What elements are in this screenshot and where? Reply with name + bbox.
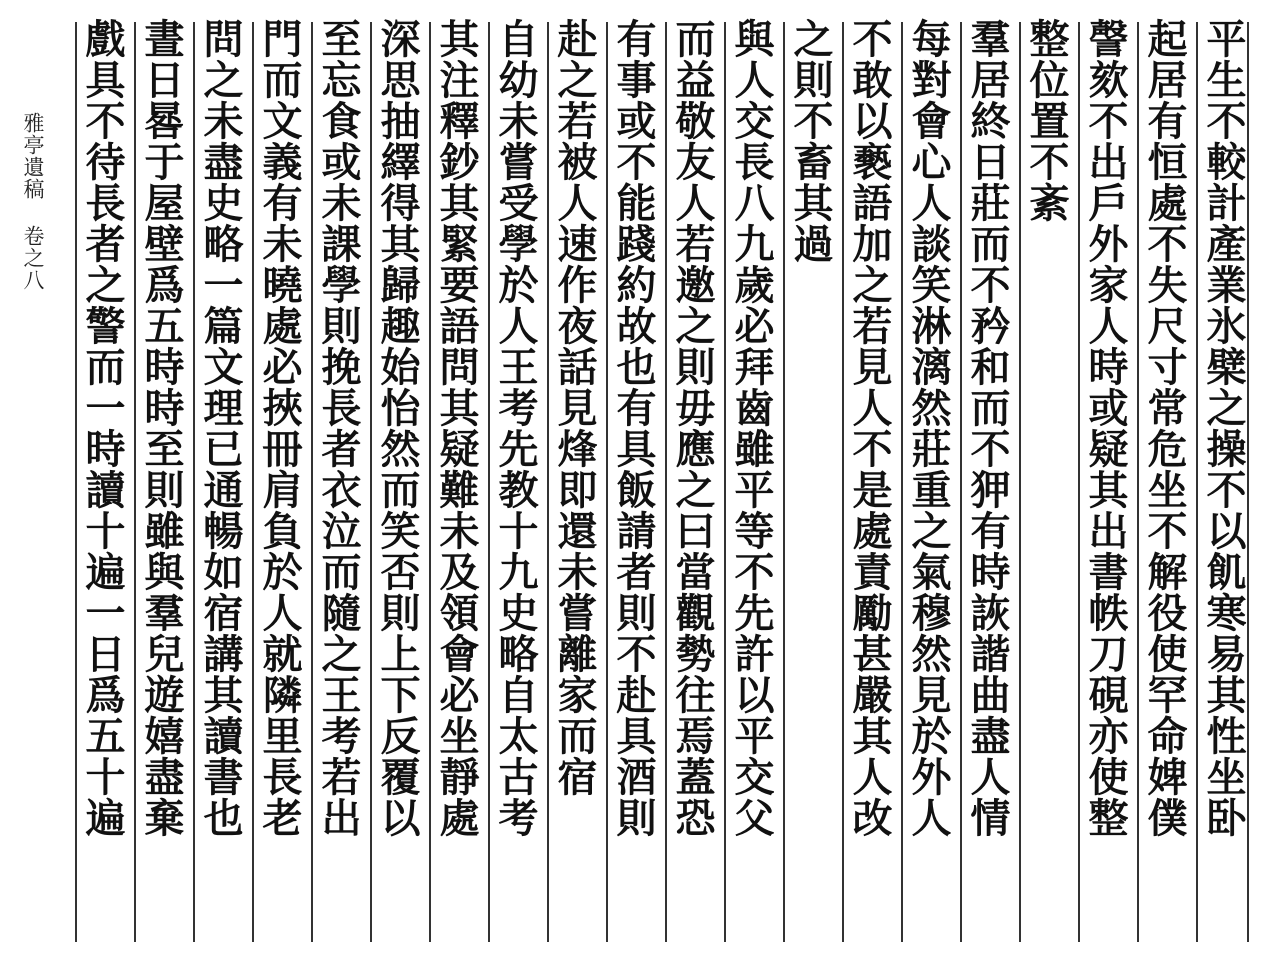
text-column: 平生不較計產業氷檗之操不以飢寒易其性坐卧	[1200, 18, 1247, 838]
text-column: 羣居終日莊而不矜和而不狎有時詼諧曲盡人情	[964, 18, 1011, 838]
column-rule	[311, 22, 313, 942]
column-rule	[842, 22, 844, 942]
text-column: 每對會心人談笑淋漓然莊重之氣穆然見於外人	[905, 18, 952, 838]
column-rule	[252, 22, 254, 942]
text-column: 整位置不紊	[1023, 18, 1070, 223]
text-column: 謦欬不出戶外家人時或疑其出書帙刀硯亦使整	[1082, 18, 1129, 838]
text-column: 不敢以褻語加之若見人不是處責勵甚嚴其人改	[846, 18, 893, 838]
margin-running-title: 雅亭遺稿 卷之八	[21, 112, 45, 291]
text-column: 深思抽繹得其歸趣始怡然而笑否則上下反覆以	[374, 18, 421, 838]
column-rule	[665, 22, 667, 942]
column-rule	[783, 22, 785, 942]
text-column: 其注釋鈔其緊要語問其疑難未及領會必坐靜處	[433, 18, 480, 838]
text-column: 晝日晷于屋壁爲五時時至則雖與羣兒遊嬉盡棄	[138, 18, 185, 838]
column-rule	[488, 22, 490, 942]
text-column: 自幼未嘗受學於人王考先教十九史略自太古考	[492, 18, 539, 838]
text-column: 戲具不待長者之警而一時讀十遍一日爲五十遍	[79, 18, 126, 838]
column-rule	[547, 22, 549, 942]
column-rule	[1078, 22, 1080, 942]
text-column: 至忘食或未課學則挽長者衣泣而隨之王考若出	[315, 18, 362, 838]
text-column: 有事或不能踐約故也有具飯請者則不赴具酒則	[610, 18, 657, 838]
column-rule	[134, 22, 136, 942]
column-rule	[429, 22, 431, 942]
column-rule	[1137, 22, 1139, 942]
column-rule	[1196, 22, 1198, 942]
text-column: 問之未盡史略一篇文理已通暢如宿講其讀書也	[197, 18, 244, 838]
text-column: 赴之若被人速作夜話見烽即還未嘗離家而宿	[551, 18, 598, 797]
column-rule	[75, 22, 77, 942]
text-column: 與人交長八九歲必拜齒雖平等不先許以平交父	[728, 18, 775, 838]
text-column: 而益敬友人若邀之則毋應之曰當觀勢往焉蓋恐	[669, 18, 716, 838]
text-column: 起居有恒處不失尺寸常危坐不解役使罕命婢僕	[1141, 18, 1188, 838]
column-rule	[901, 22, 903, 942]
column-rule	[1019, 22, 1021, 942]
column-rule	[606, 22, 608, 942]
column-rule	[960, 22, 962, 942]
text-block	[75, 18, 1250, 948]
column-rule	[193, 22, 195, 942]
text-column: 門而文義有未曉處必挾冊肩負於人就隣里長老	[256, 18, 303, 838]
column-rule	[724, 22, 726, 942]
text-column: 之則不畜其過	[787, 18, 834, 264]
column-rule	[370, 22, 372, 942]
column-rule	[1247, 22, 1249, 942]
